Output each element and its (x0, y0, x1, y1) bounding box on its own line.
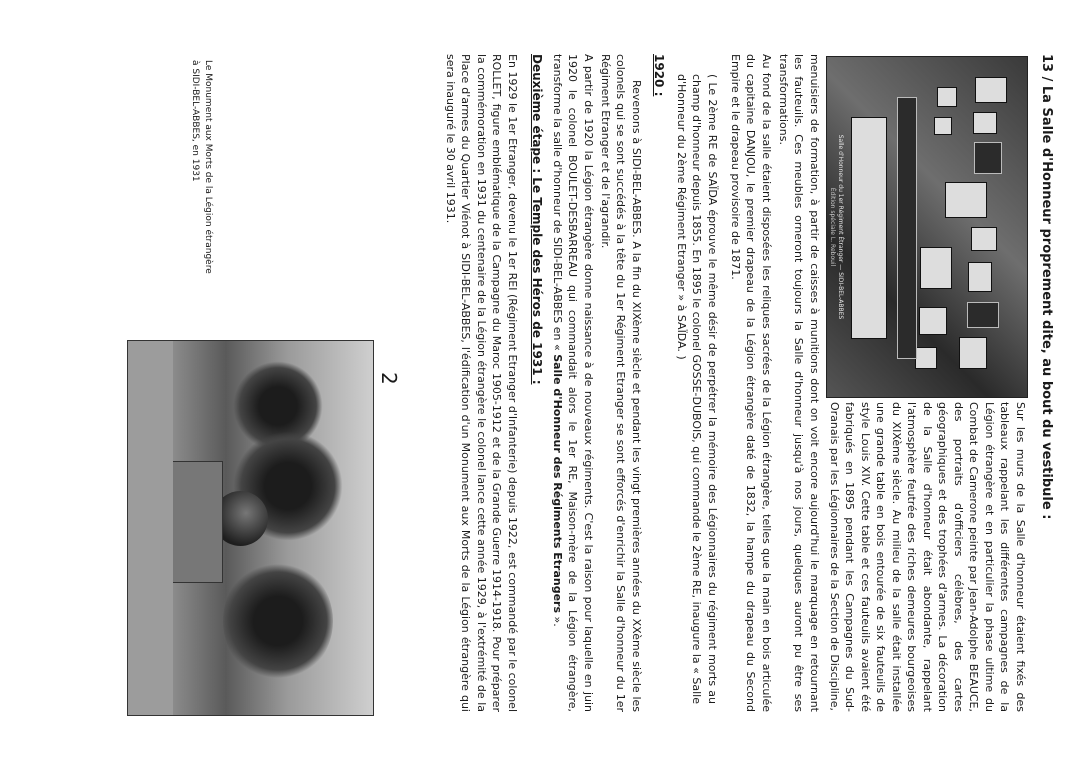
photo-credit: Édition spéciale L. Rebouil (829, 187, 836, 267)
salle-honneur-photo (826, 56, 1028, 398)
text-1920-p2-start: A partir de 1920 la Légion étrangère donne naissance à de nouveaux régiments. C'est la raison pour laquelle en juin 1920 le colonel BOULET-DESBARREAU qui commandait alors le 1er RE, Maison-mère de la Légion étrangère, transforme la salle d'honneur de SIDI-BEL-ABBES en « (551, 54, 595, 712)
furniture-text: menuisiers de formation, à partir de caisses à munitions dont on voit encore aujourd'hui le marquage en retournant les fauteuils. Ces meubles orneront toujours la Salle d'honneur jusqu'à nos jours, quelques auront pu être ses transformations. (777, 54, 821, 712)
right-column-text: Sur les murs de la Salle d'honneur étaient fixés des tableaux rappelant les différentes campagnes de la Légion étrangère et en particulier la phase ultime du Combat de Camerone peinte par Jean-Adolphe BEAUCE, des portraits d'officiers célèbres, des cartes géographiques et des trophées d'armes. La décoration de la Salle d'honneur était abondante, rappelant l'atmosphère feutrée des riches demeures bourgeoises du XIXème siècle. Au milieu de la salle était installée une grande table en bois entourée de six fauteuils de style Louis XIV. Cette table et ces fauteuils avaient été fabriqués en 1895 pendant les Campagnes du Sud-Oranais par les Légionnaires de la Section de Discipline, (828, 402, 1027, 712)
monument-photo (127, 340, 374, 716)
monument-caption-line-2: à SIDI-BEL-ABBES, en 1931 (190, 60, 200, 182)
monument-caption (188, 60, 214, 310)
text-1920-p1: Revenons à SIDI-BEL-ABBES. A la fin du XIXème siècle et pendant les vingt premières années du XXème siècle les colonels qui se sont succédés à la tête du 1er Régiment Etranger se sont efforcés d'enrichir la Salle d'honneur du 1er Régiment Etranger et de l'agrandir. (599, 54, 643, 712)
section-title: 13 / La Salle d'Honneur proprement dite, au bout du vestibule : (1039, 54, 1054, 520)
text-1920-p2-end: ». (551, 613, 564, 627)
salle-honneur-regiments: Salle d'Honneur des Régiments Etrangers (551, 354, 564, 614)
saida-note: ( Le 2ème RE de SAÏDA éprouve le même désir de perpétrer la mémoire des Légionnaires du régiment morts au champ d'honneur depuis 1855. En 1895 le colonel GOSSE-DUBOIS, qui commande le 2ème RE, inaugure la « Salle d'Honneur du 2ème Régiment Etranger » à SAÏDA. ) (675, 74, 719, 704)
heading-1920: 1920 : (652, 54, 666, 97)
relics-text: Au fond de la salle étaient disposées les reliques sacrées de la Légion étrangère, telles que la main en bois articulée du capitaine DANJOU, le premier drapeau de la Légion étrangère daté de 1832, la hampe du drapeau du Second Empire et le drapeau provisoire de 1871. (729, 54, 773, 712)
page-number: 2 (377, 372, 401, 385)
heading-deuxieme-etape: Deuxième étape : Le Temple des Héros de 1931 : (530, 54, 544, 385)
monument-caption-line-1: Le Monument aux Morts de la Légion étrangère (203, 60, 213, 274)
text-1920-p2 (550, 54, 597, 712)
photo-caption: Salle d'Honneur du 1er Régiment Étranger — SIDI-BEL-ABBES (837, 134, 844, 320)
text-1929: En 1929 le 1er Etranger, devenu le 1er REI (Régiment Etranger d'Infanterie) depuis 1922, est commandé par le colonel ROLLET, figure emblématique de la Campagne du Maroc 1905-1912 et de la Grande Guerre 1914-1918. Pour préparer la commémoration en 1931 du centenaire de la Légion étrangère le colonel lance cette année 1929, à l'extrémité de la Place d'armes du Quartier Viénot à SIDI-BEL-ABBES, l'édification d'un Monument aux Morts de la Légion étrangère qui sera inauguré le 30 avril 1931. (444, 54, 519, 712)
